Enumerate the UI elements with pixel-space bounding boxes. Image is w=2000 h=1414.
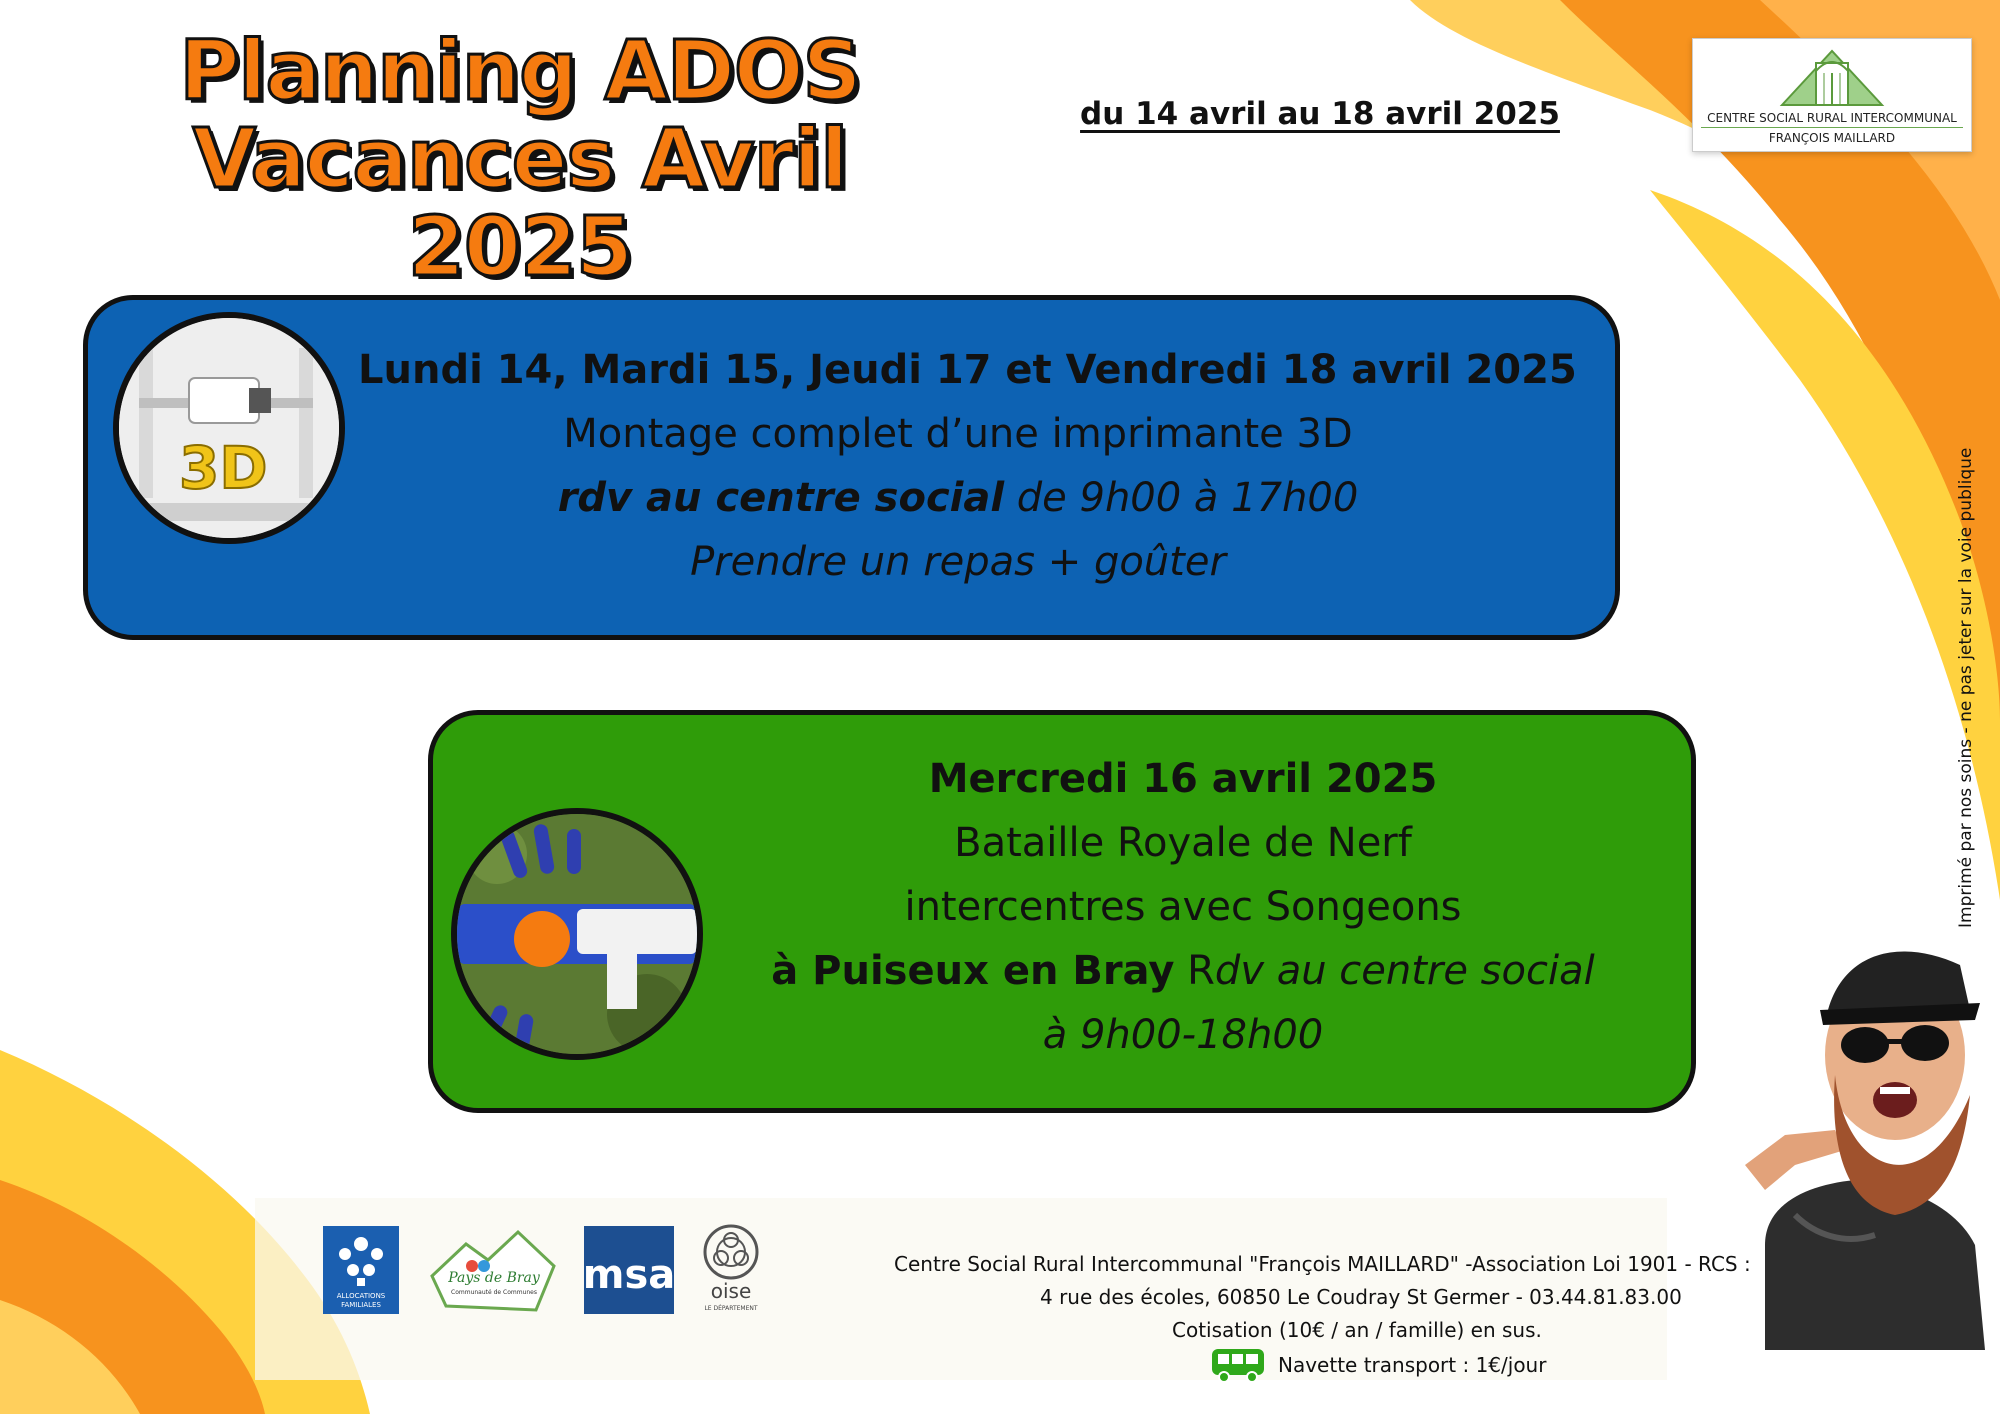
print-notice: Imprimé par nos soins - ne pas jeter sur la voie publique xyxy=(1956,447,1976,928)
caf-logo xyxy=(323,1226,399,1314)
building-icon xyxy=(1772,43,1892,107)
activity2-time: à 9h00-18h00 xyxy=(1042,1012,1324,1058)
3d-printer-photo xyxy=(113,312,345,544)
title-line-1: Planning ADOS xyxy=(179,24,861,119)
activity1-title: Montage complet d’une imprimante 3D xyxy=(563,411,1353,457)
title-line-2: Vacances Avril 2025 xyxy=(192,112,848,295)
centre-social-logo xyxy=(1692,38,1972,152)
activity2-subtitle: intercentres avec Songeons xyxy=(904,884,1462,930)
activity2-title: Bataille Royale de Nerf xyxy=(954,820,1412,866)
activity2-place xyxy=(703,939,1663,1003)
svg-text:LE DÉPARTEMENT: LE DÉPARTEMENT xyxy=(704,1305,758,1312)
svg-text:oise: oise xyxy=(710,1279,752,1303)
activity2-date: Mercredi 16 avril 2025 xyxy=(928,756,1438,802)
pays-de-bray-logo xyxy=(426,1226,562,1314)
caf-label: ALLOCATIONS FAMILIALES xyxy=(336,1292,386,1309)
logo-text-line-2: FRANÇOIS MAILLARD xyxy=(1768,131,1896,145)
activity2-rdv-initial: R xyxy=(1174,948,1215,994)
footer-info xyxy=(872,1248,1751,1383)
shuttle-price: Navette transport : 1€/jour xyxy=(1278,1352,1547,1377)
activity1-days: Lundi 14, Mardi 15, Jeudi 17 et Vendredi 18 avril 2025 xyxy=(358,347,1577,393)
footer-line-2: 4 rue des écoles, 60850 Le Coudray St Germer - 03.44.81.83.00 xyxy=(1040,1285,1682,1309)
svg-text:Pays de Bray: Pays de Bray xyxy=(448,1270,540,1286)
footer-line-4 xyxy=(872,1347,1672,1383)
activity1-rdv xyxy=(358,466,1558,530)
footer-line-1: Centre Social Rural Intercommunal "François MAILLARD" -Association Loi 1901 - RCS : xyxy=(894,1252,1751,1276)
oise-logo xyxy=(695,1222,767,1314)
svg-text:Communauté de Communes: Communauté de Communes xyxy=(451,1289,537,1296)
activity2-rdv-rest: dv au centre social xyxy=(1214,948,1595,994)
mascot-person-photo xyxy=(1725,915,2000,1350)
date-range: du 14 avril au 18 avril 2025 xyxy=(1080,96,1560,132)
family-icon xyxy=(331,1234,391,1286)
activity1-note: Prendre un repas + goûter xyxy=(690,539,1226,585)
nerf-blaster-photo xyxy=(451,808,703,1060)
msa-logo xyxy=(584,1226,674,1314)
svg-text:msa: msa xyxy=(584,1252,674,1298)
svg-text:3D: 3D xyxy=(179,434,268,502)
activity1-rdv-time: de 9h00 à 17h00 xyxy=(1004,475,1359,521)
activity1-rdv-place: rdv au centre social xyxy=(557,475,1005,521)
logo-text-line-1: CENTRE SOCIAL RURAL INTERCOMMUNAL xyxy=(1701,111,1963,128)
activity2-place-name: à Puiseux en Bray xyxy=(771,948,1175,994)
page-title xyxy=(130,24,910,295)
footer-line-3: Cotisation (10€ / an / famille) en sus. xyxy=(1172,1318,1542,1342)
bus-icon xyxy=(1210,1347,1266,1383)
